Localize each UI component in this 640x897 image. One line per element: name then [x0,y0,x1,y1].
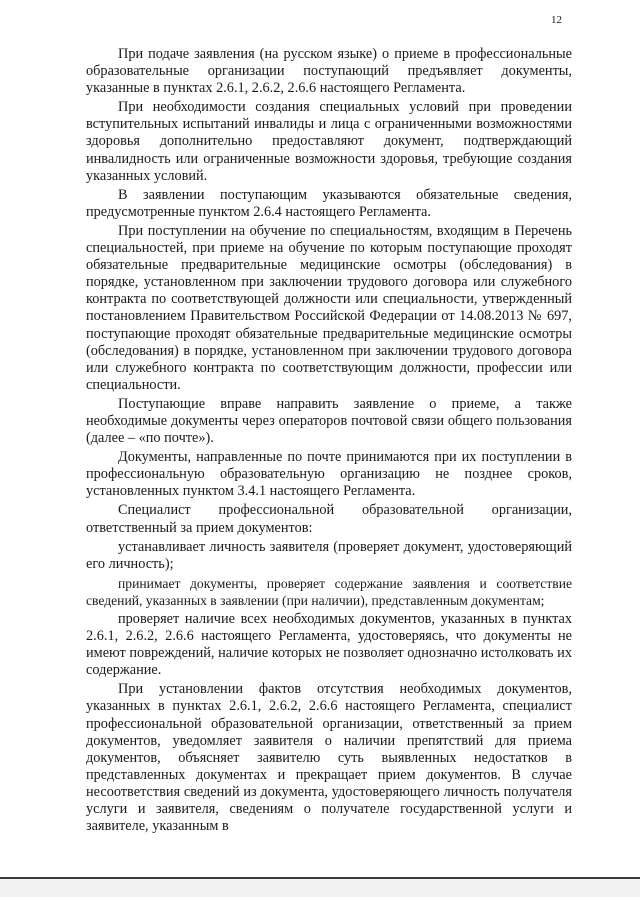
paragraph: Специалист профессиональной образовательной организации, ответственный за прием документов: [86,502,572,536]
paragraph: При поступлении на обучение по специальностям, входящим в Перечень специальностей, при приеме на обучение по которым поступающие проходят обязательные предварительные медицинские осмотры (обследования) в порядке, установленном при заключении трудового договора или служебного контракта по соответствующей должности или специальности, утвержденный постановлением Правительством Российской Федерации от 14.08.2013 № 697, поступающие проходят обязательные предварительные медицинские осмотры (обследования) в порядке, установленном при заключении трудового договора или служебного контракта по соответствующим должности, профессии или специальности. [86,222,572,393]
paragraph: При установлении фактов отсутствия необходимых документов, указанных в пунктах 2.6.1, 2.6.2, 2.6.6 настоящего Регламента, специалист профессиональной образовательной организации, ответственный за прием документов, уведомляет заявителя о наличии препятствий для приема документов, объясняет заявителю суть выявленных недостатков в представленных документах и прекращает прием документов. В случае несоответствия сведений из документа, удостоверяющего личность получателя услуги и заявителя, сведениям о получателе государственной услуги и заявителе, указанным в [86,681,572,835]
document-body [86,46,572,837]
paragraph: При подаче заявления (на русском языке) о приеме в профессиональные образовательные организации поступающий предъявляет документы, указанные в пунктах 2.6.1, 2.6.2, 2.6.6 настоящего Регламента. [86,46,572,97]
scan-bottom-margin [0,879,640,897]
paragraph: Документы, направленные по почте принимаются при их поступлении в профессиональную образовательную организацию не позднее сроков, установленных пунктом 3.4.1 настоящего Регламента. [86,449,572,500]
paragraph: устанавливает личность заявителя (проверяет документ, удостоверяющий его личность); [86,538,572,572]
paragraph: В заявлении поступающим указываются обязательные сведения, предусмотренные пунктом 2.6.4 настоящего Регламента. [86,186,572,220]
paragraph: проверяет наличие всех необходимых документов, указанных в пунктах 2.6.1, 2.6.2, 2.6.6 настоящего Регламента, удостоверяясь, что документы не имеют повреждений, наличие которых не позволяет однозначно истолковать их содержание. [86,611,572,679]
page-number: 12 [551,14,562,26]
paragraph: При необходимости создания специальных условий при проведении вступительных испытаний инвалиды и лица с ограниченными возможностями здоровья дополнительно предоставляют документ, подтверждающий инвалидность или ограниченные возможности здоровья, требующие создания указанных условий. [86,99,572,184]
paragraph: Поступающие вправе направить заявление о приеме, а также необходимые документы через операторов почтовой связи общего пользования (далее – «по почте»). [86,395,572,447]
paragraph: принимает документы, проверяет содержание заявления и соответствие сведений, указанных в заявлении (при наличии), представленным документам; [86,575,572,608]
